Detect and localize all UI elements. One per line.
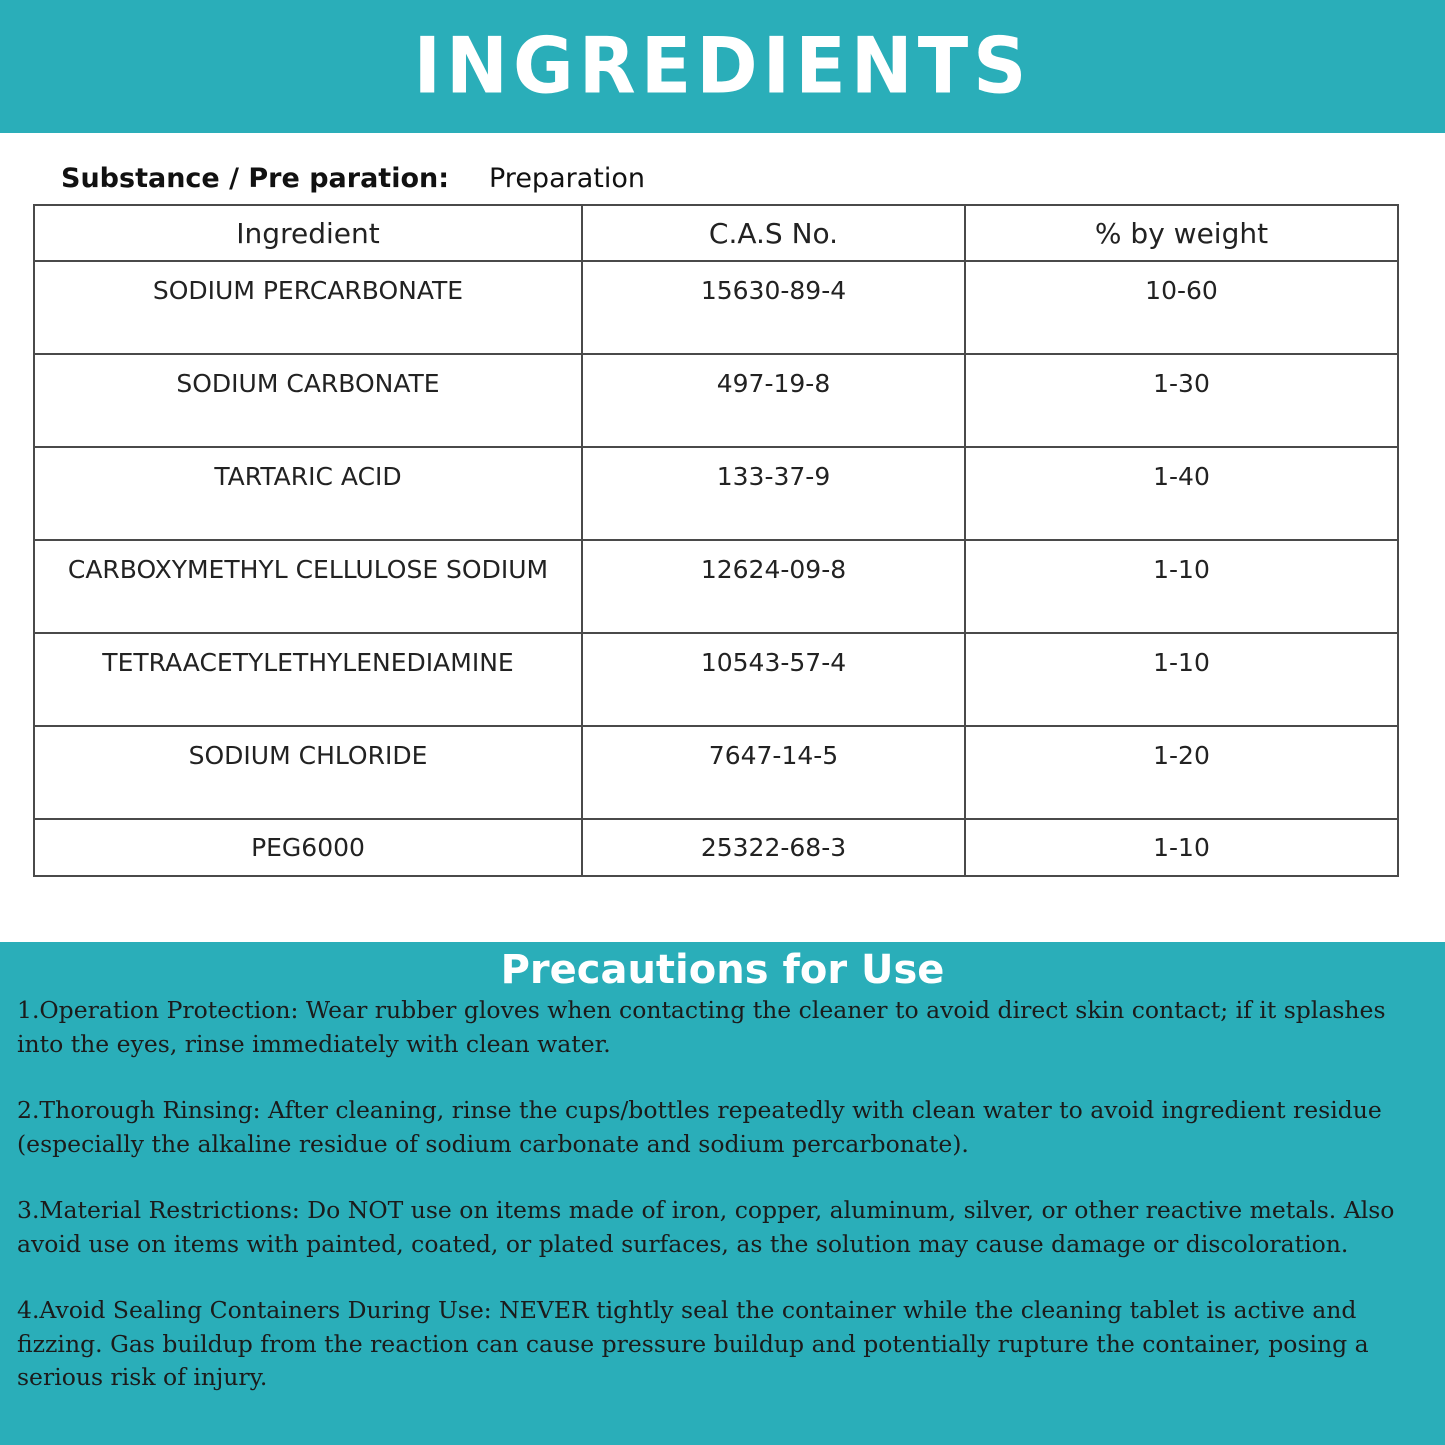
header-percent-weight: % by weight: [965, 205, 1398, 261]
precautions-list: [17, 994, 1437, 1428]
table-row: [34, 447, 1398, 540]
weight-cell: 1-10: [965, 540, 1398, 633]
table-header-row: [34, 205, 1398, 261]
ingredient-cell: SODIUM CHLORIDE: [34, 726, 582, 819]
weight-cell: 1-10: [965, 819, 1398, 876]
precautions-title: Precautions for Use: [500, 947, 945, 993]
substance-label: Substance / Pre paration:: [61, 163, 450, 194]
ingredient-cell: PEG6000: [34, 819, 582, 876]
precaution-item: 3.Material Restrictions: Do NOT use on items made of iron, copper, aluminum, silver, or other reactive metals. Also avoid use on items with painted, coated, or plated surfaces, as the solution may cause damage or discoloration.: [17, 1196, 1395, 1258]
cas-cell: 7647-14-5: [582, 726, 965, 819]
weight-cell: 1-20: [965, 726, 1398, 819]
table-row: [34, 726, 1398, 819]
ingredient-cell: TARTARIC ACID: [34, 447, 582, 540]
weight-cell: 1-30: [965, 354, 1398, 447]
ingredients-table: [33, 204, 1399, 877]
precautions-section: [0, 942, 1445, 1445]
weight-cell: 10-60: [965, 261, 1398, 354]
cas-cell: 497-19-8: [582, 354, 965, 447]
weight-cell: 1-40: [965, 447, 1398, 540]
page-title: INGREDIENTS: [413, 20, 1032, 111]
substance-value: Preparation: [489, 163, 645, 194]
table-row: [34, 819, 1398, 876]
table-row: [34, 261, 1398, 354]
ingredient-cell: SODIUM CARBONATE: [34, 354, 582, 447]
table-row: [34, 540, 1398, 633]
table-row: [34, 354, 1398, 447]
ingredient-cell: TETRAACETYLETHYLENEDIAMINE: [34, 633, 582, 726]
cas-cell: 25322-68-3: [582, 819, 965, 876]
ingredient-cell: CARBOXYMETHYL CELLULOSE SODIUM: [34, 540, 582, 633]
precaution-item: 2.Thorough Rinsing: After cleaning, rinse the cups/bottles repeatedly with clean water to avoid ingredient residue (especially the alkaline residue of sodium carbonate and sodium percarbonate).: [17, 1096, 1382, 1158]
cas-cell: 15630-89-4: [582, 261, 965, 354]
precaution-item: 4.Avoid Sealing Containers During Use: NEVER tightly seal the container while the cleaning tablet is active and fizzing. Gas buildup from the reaction can cause pressure buildup and potentially rupture the container, posing a serious risk of injury.: [17, 1296, 1369, 1391]
header-cas-no: C.A.S No.: [582, 205, 965, 261]
cas-cell: 133-37-9: [582, 447, 965, 540]
header-banner: [0, 0, 1445, 133]
cas-cell: 12624-09-8: [582, 540, 965, 633]
header-ingredient: Ingredient: [34, 205, 582, 261]
cas-cell: 10543-57-4: [582, 633, 965, 726]
precaution-item: 1.Operation Protection: Wear rubber gloves when contacting the cleaner to avoid direct skin contact; if it splashes into the eyes, rinse immediately with clean water.: [17, 996, 1386, 1058]
weight-cell: 1-10: [965, 633, 1398, 726]
ingredient-cell: SODIUM PERCARBONATE: [34, 261, 582, 354]
table-row: [34, 633, 1398, 726]
